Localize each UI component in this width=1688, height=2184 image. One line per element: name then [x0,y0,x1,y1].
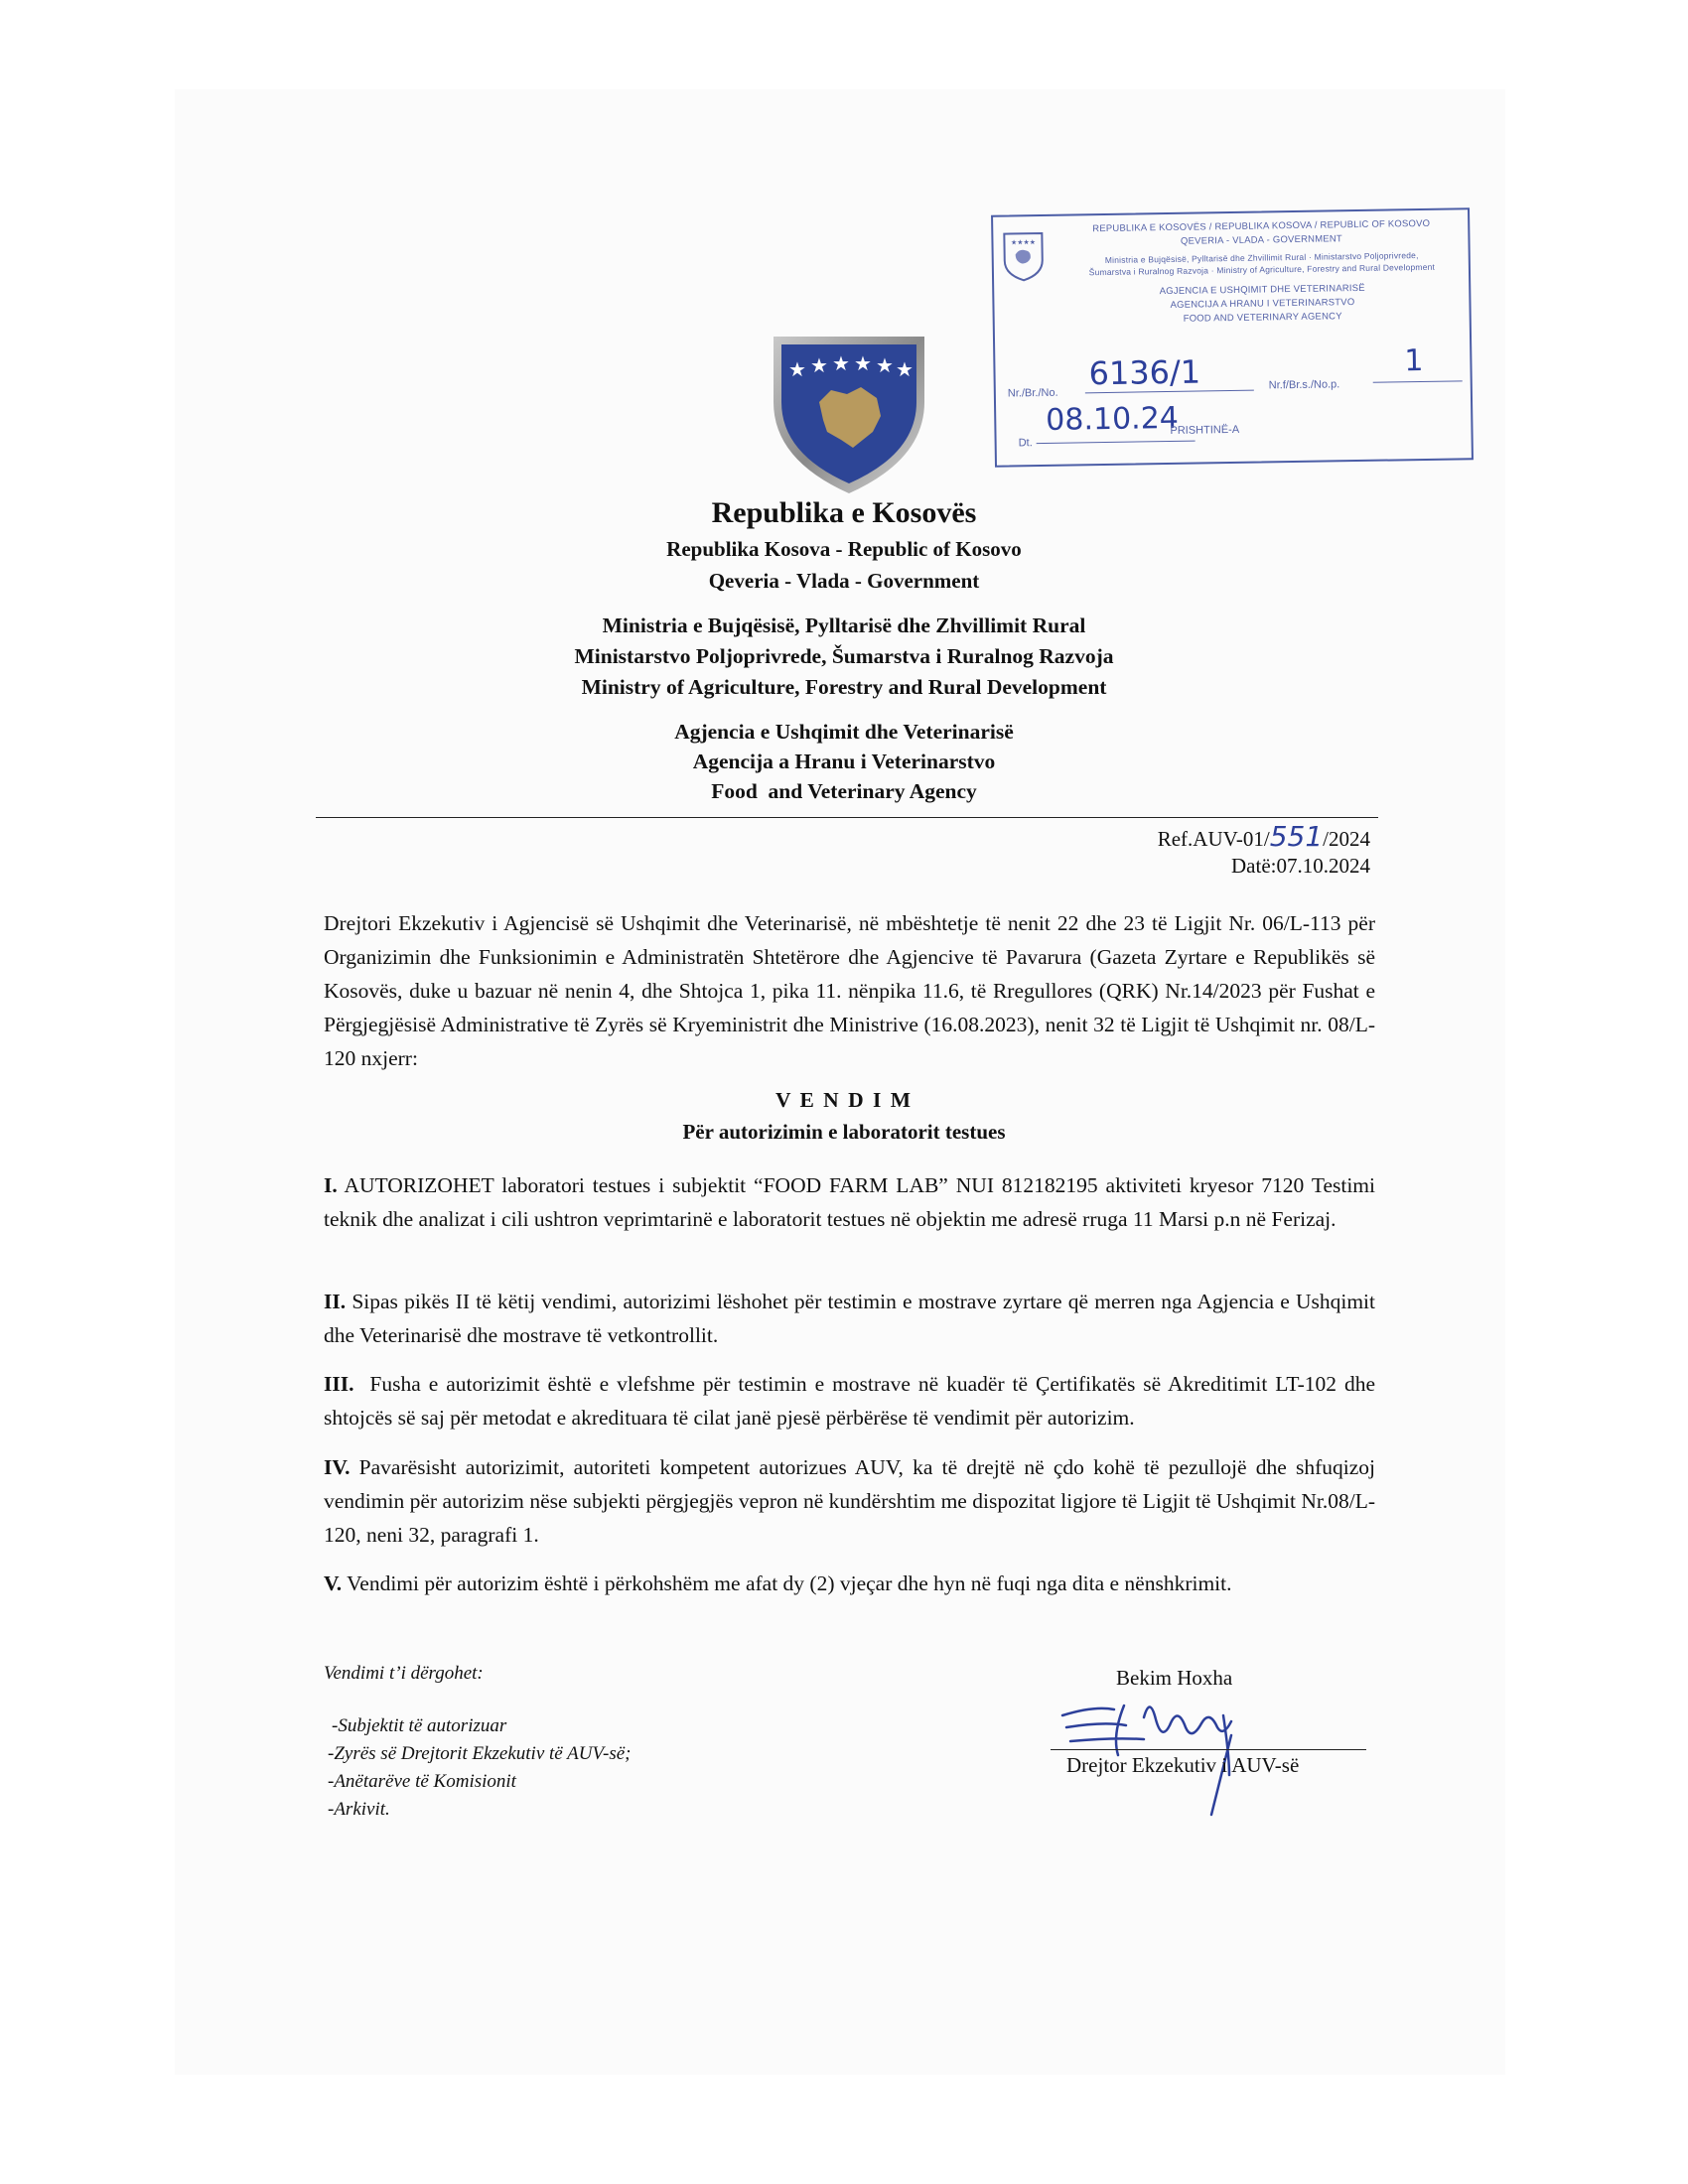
reference-number [1158,820,1370,853]
ref-number-handwritten: 551 [1269,820,1324,853]
article-4 [324,1450,1381,1552]
article-5 [324,1567,1375,1600]
stamp-pages-label: Nr.f/Br.s./No.p. [1268,378,1340,392]
page-title: Republika e Kosovës [711,496,977,529]
stamp-underline [1373,380,1463,382]
article-2 [324,1285,1381,1352]
distribution-item: -Subjektit të autorizuar [332,1715,507,1736]
stamp-nr-label: Nr./Br./No. [1007,386,1058,400]
handwritten-signature [1055,1676,1303,1825]
stamp-line: Šumarstva i Ruralnog Razvoja · Ministry of Agriculture, Forestry and Rural Development [1088,261,1436,278]
article-number: II. [324,1290,347,1313]
coat-of-arms-emblem [770,333,928,496]
agency-name-sq: Agjencia e Ushqimit dhe Veterinarisë [674,720,1014,744]
article-text: Vendimi për autorizim është i përkohshëm me afat dy (2) vjeçar dhe hyn në fuqi nga dita e nënshkrimit. [342,1571,1232,1595]
stamp-line: REPUBLIKA E KOSOVËS / REPUBLIKA KOSOVA / REPUBLIC OF KOSOVO [1092,217,1431,235]
svg-text:★: ★ [810,353,828,377]
svg-text:★: ★ [896,357,914,381]
article-number: I. [324,1173,338,1197]
ministry-name-en: Ministry of Agriculture, Forestry and Rural Development [581,675,1107,699]
signatory-name: Bekim Hoxha [1116,1666,1233,1690]
stamp-line: AGENCIJA A HRANU I VETERINARSTVO [1170,297,1355,311]
distribution-item: -Arkivit. [328,1799,390,1820]
header-divider [316,817,1378,818]
signature-line [1051,1749,1366,1750]
article-number: V. [324,1571,343,1595]
article-text: AUTORIZOHET laboratori testues i subjektit “FOOD FARM LAB” NUI 812182195 aktiviteti kryesor 7120 Testimi teknik dhe analizat i cili ushtron veprimtarinë e laboratorit testues në objektin me adresë rruga 11 Marsi p.n në Ferizaj. [324,1173,1381,1231]
article-number: III. [324,1372,354,1396]
article-text: Pavarësisht autorizimit, autoriteti kompetent autorizues AUV, ka të drejtë në çdo kohë të pezullojë dhe shfuqizoj vendimin për autorizim nëse subjekti përgjegjës vepron në kundërshtim me dispozitat ligjore të Ligjit të Ushqimit Nr.08/L-120, neni 32, paragrafi 1. [324,1455,1381,1547]
article-text: Sipas pikës II të këtij vendimi, autorizimi lëshohet për testimin e mostrave zyrtare që merren nga Agjencia e Ushqimit dhe Veterinarisë dhe mostrave të vetkontrollit. [324,1290,1381,1347]
stamp-line: AGJENCIA E USHQIMIT DHE VETERINARISË [1159,282,1365,298]
distribution-item: -Zyrës së Drejtorit Ekzekutiv të AUV-së; [328,1743,632,1764]
registration-stamp [991,207,1474,468]
svg-text:★★★★: ★★★★ [1010,239,1037,247]
stamp-underline [1037,441,1196,445]
coat-of-arms-stamp-icon [1001,230,1046,283]
article-number: IV. [324,1455,351,1479]
intro-paragraph: Drejtori Ekzekutiv i Agjencisë së Ushqimit dhe Veterinarisë, në mbështetje të nenit 22 dhe 23 të Ligjit Nr. 06/L-113 për Organizimin dhe Funksionimin e Administratën Shtetërore dhe Agjencive të Pavarura (Gazeta Zyrtare e Republikës së Kosovës, duke u bazuar në nenin 4, dhe Shtojca 1, pika 11. nënpika 11.6, të Rregullores (QRK) Nr.14/2023 për Fushat e Përgjegjësisë Administrative të Zyrës së Kryeministrit dhe Ministrive (16.08.2023), nenit 32 të Ligjit të Ushqimit nr. 08/L-120 nxjerr: [324,911,1375,1070]
svg-text:★: ★ [832,351,850,375]
svg-text:★: ★ [854,351,872,375]
stamp-pages-value: 1 [1404,342,1424,379]
ref-prefix: Ref.AUV-01/ [1157,827,1270,851]
stamp-date-value: 08.10.24 [1046,400,1180,438]
ministry-name-sr: Ministarstvo Poljoprivrede, Šumarstva i Ruralnog Razvoja [574,644,1114,668]
distribution-item: -Anëtarëve të Komisionit [328,1771,516,1792]
ministry-name-sq: Ministria e Bujqësisë, Pylltarisë dhe Zhvillimit Rural [602,614,1086,637]
ref-suffix: /2024 [1323,827,1370,851]
stamp-line: QEVERIA - VLADA - GOVERNMENT [1180,233,1342,247]
agency-name-sr: Agencija a Hranu i Veterinarstvo [692,750,996,773]
stamp-nr-value: 6136/1 [1088,352,1201,393]
header-government: Qeveria - Vlada - Government [708,569,980,593]
svg-text:★: ★ [788,357,806,381]
stamp-line: FOOD AND VETERINARY AGENCY [1183,311,1342,325]
stamp-place: PRISHTINË-A [1170,423,1240,437]
signatory-title: Drejtor Ekzekutiv i AUV-së [1066,1753,1300,1777]
decision-subtitle: Për autorizimin e laboratorit testues [682,1120,1006,1144]
stamp-date-label: Dt. [1018,437,1033,450]
reference-date: Datë:07.10.2024 [1231,854,1370,878]
header-subtitle: Republika Kosova - Republic of Kosovo [666,537,1022,561]
distribution-heading: Vendimi t’i dërgohet: [324,1663,484,1684]
decision-title: V E N D I M [774,1088,914,1112]
svg-text:★: ★ [876,353,894,377]
article-3 [324,1367,1381,1434]
article-text: Fusha e autorizimit është e vlefshme për testimin e mostrave në kuadër të Çertifikatës së Akreditimit LT-102 dhe shtojcës së saj për metodat e akredituara të cilat janë pjesë përbërëse të vendimit për autorizim. [324,1372,1381,1430]
article-1 [324,1168,1381,1236]
agency-name-en: Food and Veterinary Agency [711,779,977,803]
stamp-line: Ministria e Bujqësisë, Pylltarisë dhe Zhvillimit Rural · Ministarstvo Poljoprivrede, [1104,250,1419,266]
